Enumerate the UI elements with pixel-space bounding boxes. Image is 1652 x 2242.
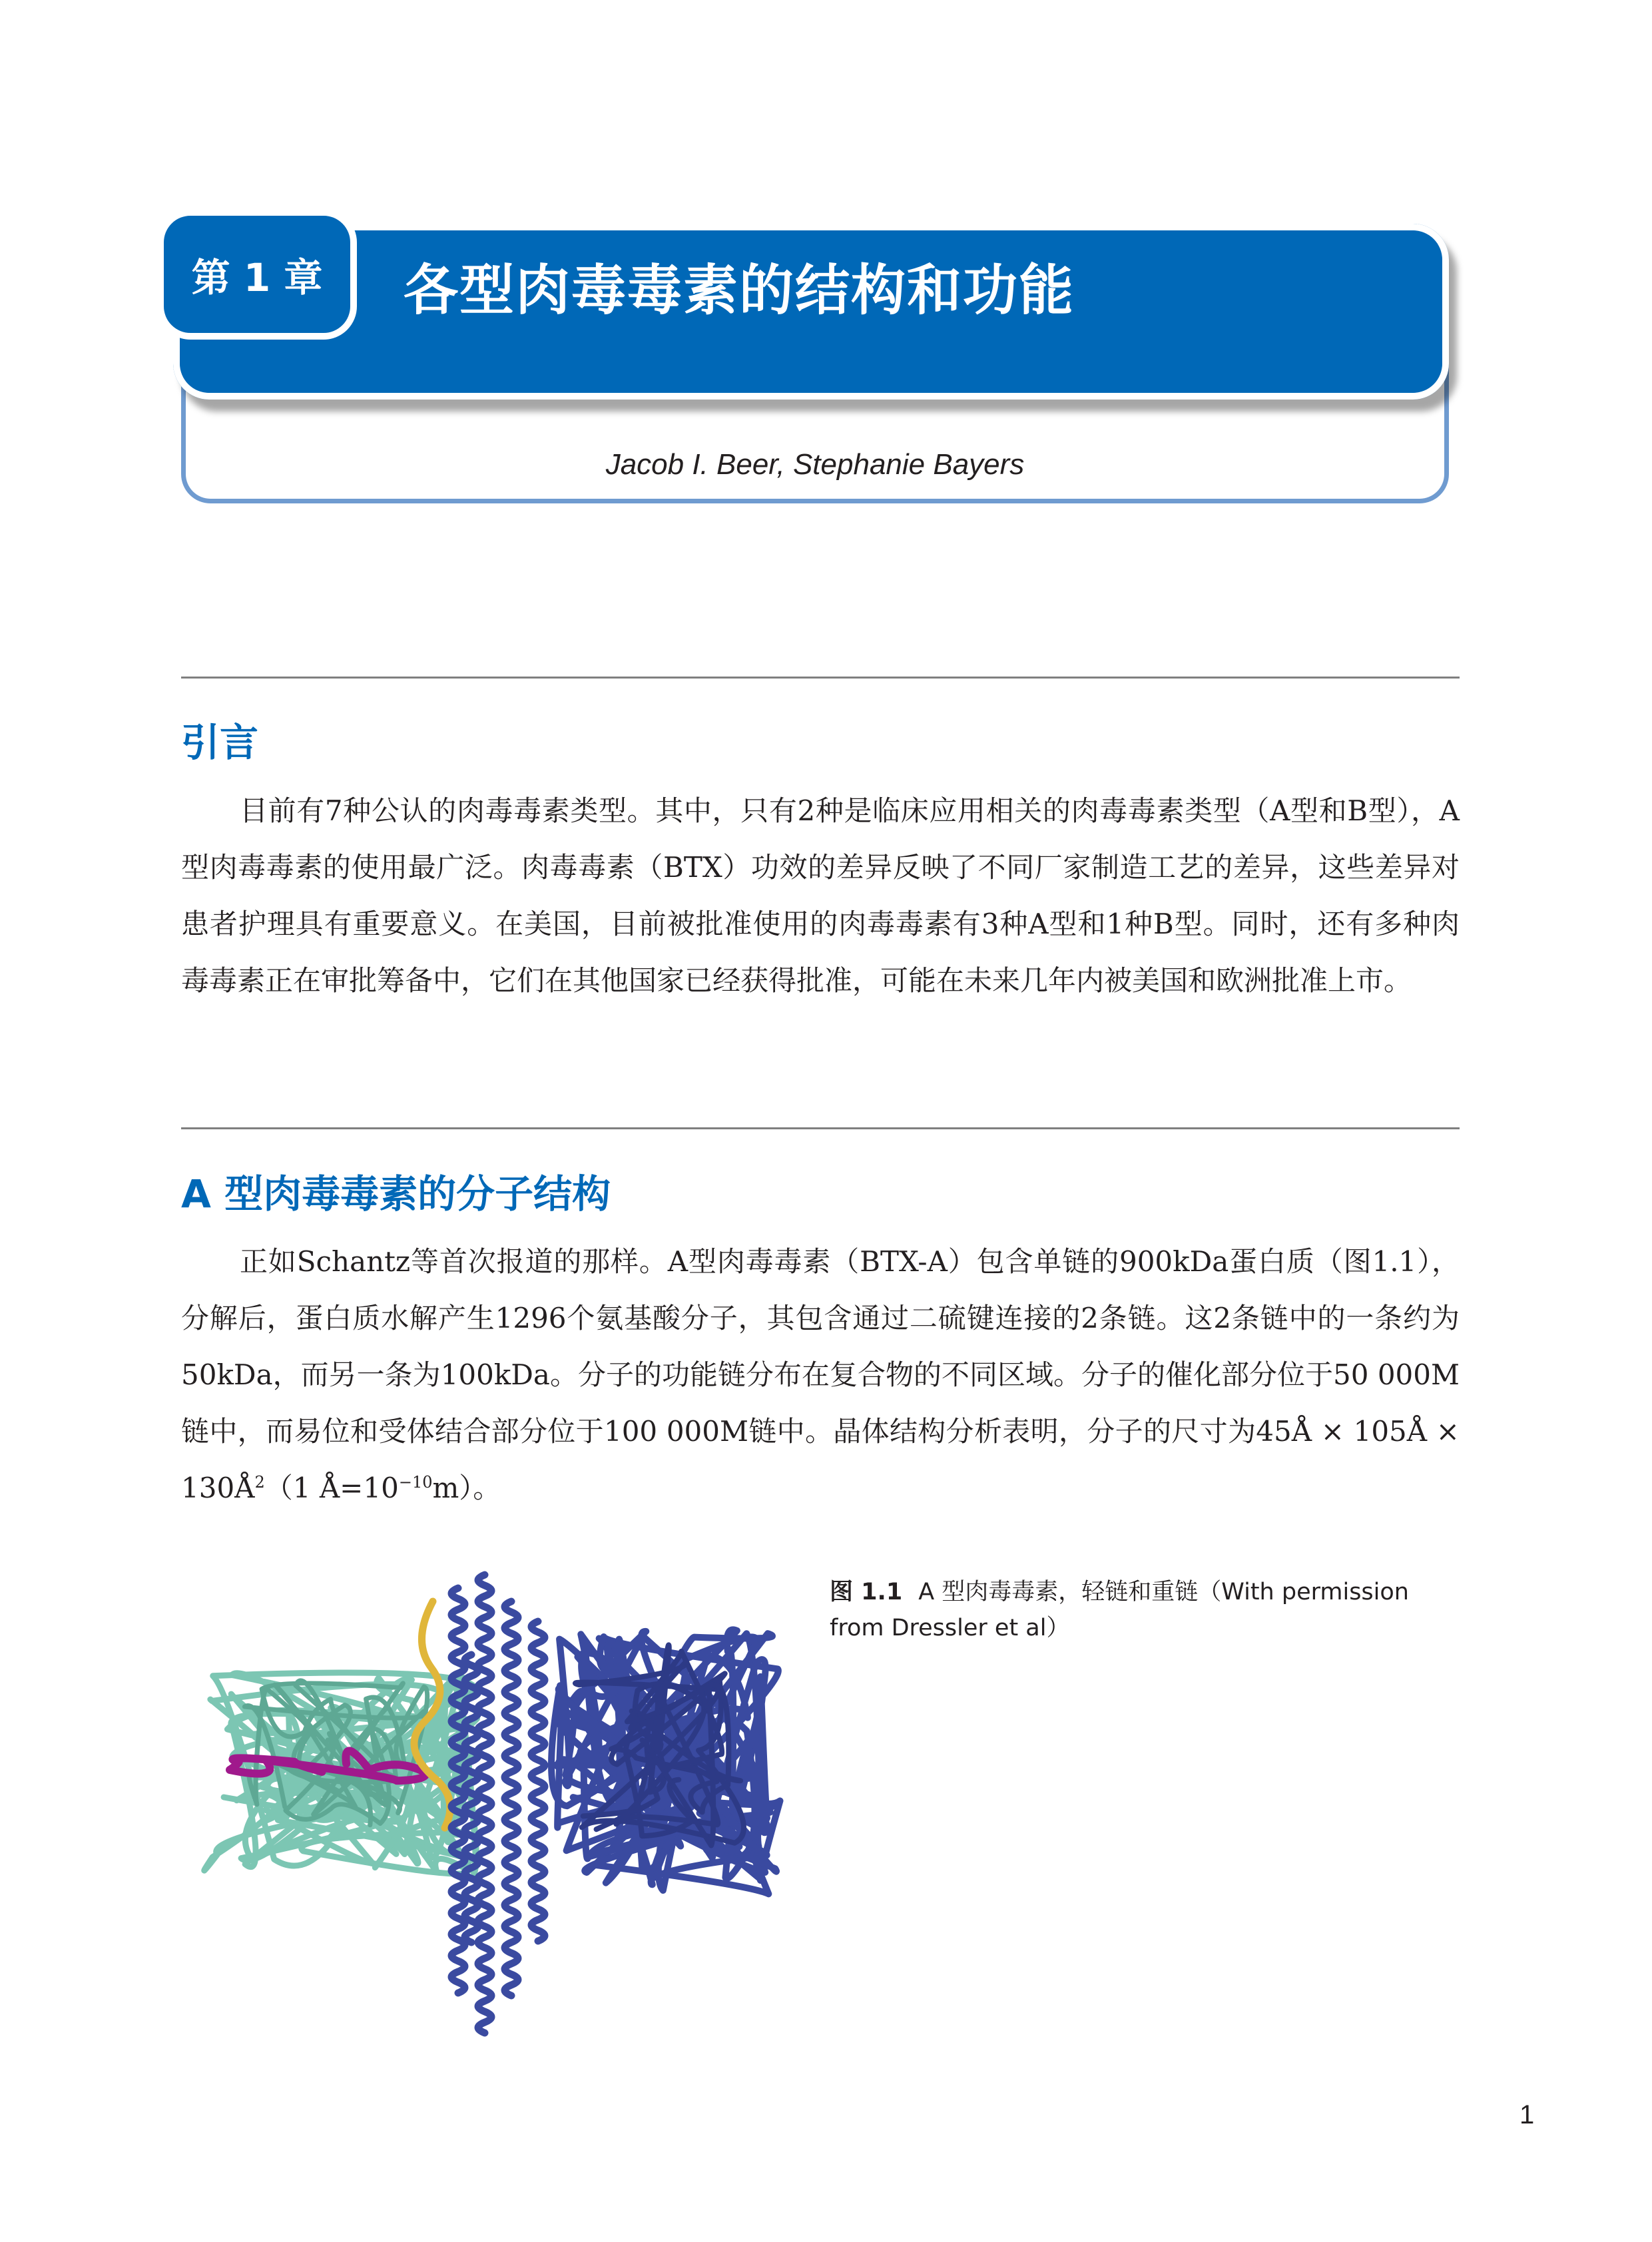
- structure-paragraph: 正如Schantz等首次报道的那样。A型肉毒毒素（BTX-A）包含单链的900kDa蛋白质（图1.1），分解后，蛋白质水解产生1296个氨基酸分子，其包含通过二硫键连接的2条链。这2条链中的一条约为50kDa，而另一条为100kDa。分子的功能链分布在复合物的不同区域。分子的催化部分位于50 000M链中，而易位和受体结合部分位于100 000M链中。晶体结构分析表明，分子的尺寸为45Å × 105Å × $130Å^2(1$ $Å=10^{-10}m$）。: [181, 1245, 1460, 1504]
- helix-strand: [505, 1601, 518, 1996]
- section-heading-intro: 引言: [181, 720, 259, 765]
- protein-structure-image: [178, 1561, 818, 2048]
- chapter-number-tab: 第 1 章: [157, 209, 357, 340]
- figure-caption-text: A 型肉毒毒素，轻链和重链（With permission from Dressler et al）: [830, 1579, 1409, 1641]
- intro-paragraph: 目前有7种公认的肉毒毒素类型。其中，只有2种是临床应用相关的肉毒毒素类型（A型和B型），A型肉毒毒素的使用最广泛。肉毒毒素（BTX）功效的差异反映了不同厂家制造工艺的差异，这些差异对患者护理具有重要意义。在美国，目前被批准使用的肉毒毒素有3种A型和1种B型。同时，还有多种肉毒毒素正在审批筹备中，它们在其他国家已经获得批准，可能在未来几年内被美国和欧洲批准上市。: [181, 794, 1460, 997]
- page-number: 1: [1519, 2100, 1535, 2129]
- figure-label: 图 1.1: [830, 1579, 903, 1605]
- figure-botulinum-structure: [178, 1561, 818, 2048]
- chapter-header: [157, 209, 1462, 515]
- chapter-title: 各型肉毒毒素的结构和功能: [404, 258, 1075, 322]
- figure-caption: [830, 1574, 1460, 1646]
- section-divider: [181, 677, 1460, 679]
- helix-strand: [531, 1621, 545, 1941]
- helix-strand: [478, 1575, 491, 2033]
- heavy-chain-ribbon: [451, 1575, 780, 2033]
- section-divider: [181, 1127, 1460, 1129]
- section-heading-structure: A 型肉毒毒素的分子结构: [181, 1171, 611, 1217]
- chapter-authors: Jacob I. Beer, Stephanie Bayers: [605, 448, 1025, 481]
